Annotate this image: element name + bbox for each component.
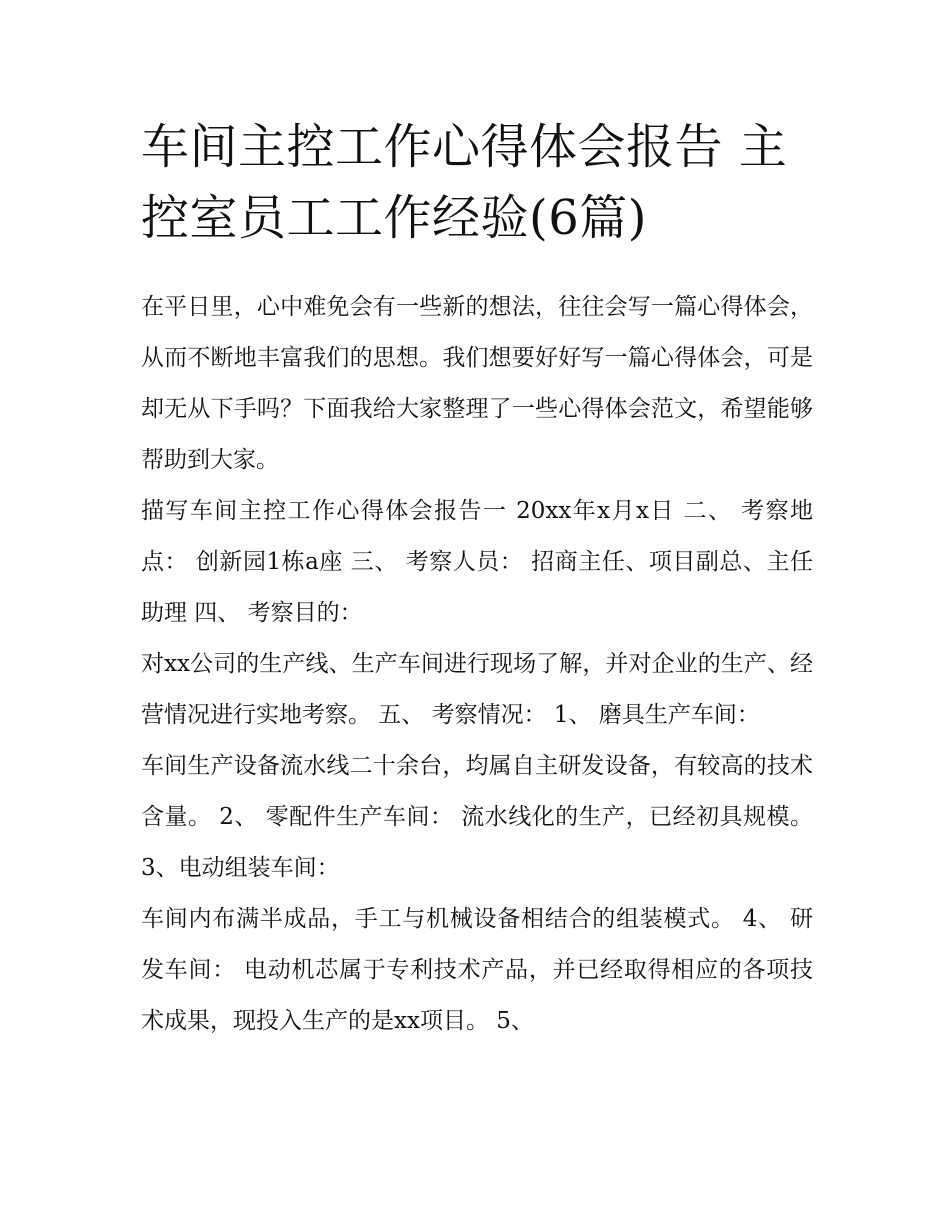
paragraph-inspection-purpose: 对xx公司的生产线、生产车间进行现场了解，并对企业的生产、经营情况进行实地考察。 五、 考察情况： 1、 磨具生产车间： — [141, 651, 813, 728]
paragraph-intro: 在平日里，心中难免会有一些新的想法，往往会写一篇心得体会，从而不断地丰富我们的思想。我们想要好好写一篇心得体会，可是却无从下手吗？下面我给大家整理了一些心得体会范文，希望能够帮助到大家。 — [141, 294, 813, 473]
document-title: 车间主控工作心得体会报告 主控室员工工作经验(6篇) — [141, 119, 788, 246]
paragraph-inspection-info: 描写车间主控工作心得体会报告一 20xx年x月x日 二、 考察地点： 创新园1栋a座 三、 考察人员： 招商主任、项目副总、主任助理 四、 考察目的： — [141, 498, 813, 626]
document-body — [141, 112, 813, 1047]
paragraph-assembly-rnd: 车间内布满半成品，手工与机械设备相结合的组装模式。 4、 研发车间： 电动机芯属于专利技术产品，并已经取得相应的各项技术成果，现投入生产的是xx项目。 5、 — [141, 906, 813, 1034]
paragraph-workshop-equipment: 车间生产设备流水线二十余台，均属自主研发设备，有较高的技术含量。 2、 零配件生产车间： 流水线化的生产，已经初具规模。 3、电动组装车间： — [141, 753, 813, 881]
